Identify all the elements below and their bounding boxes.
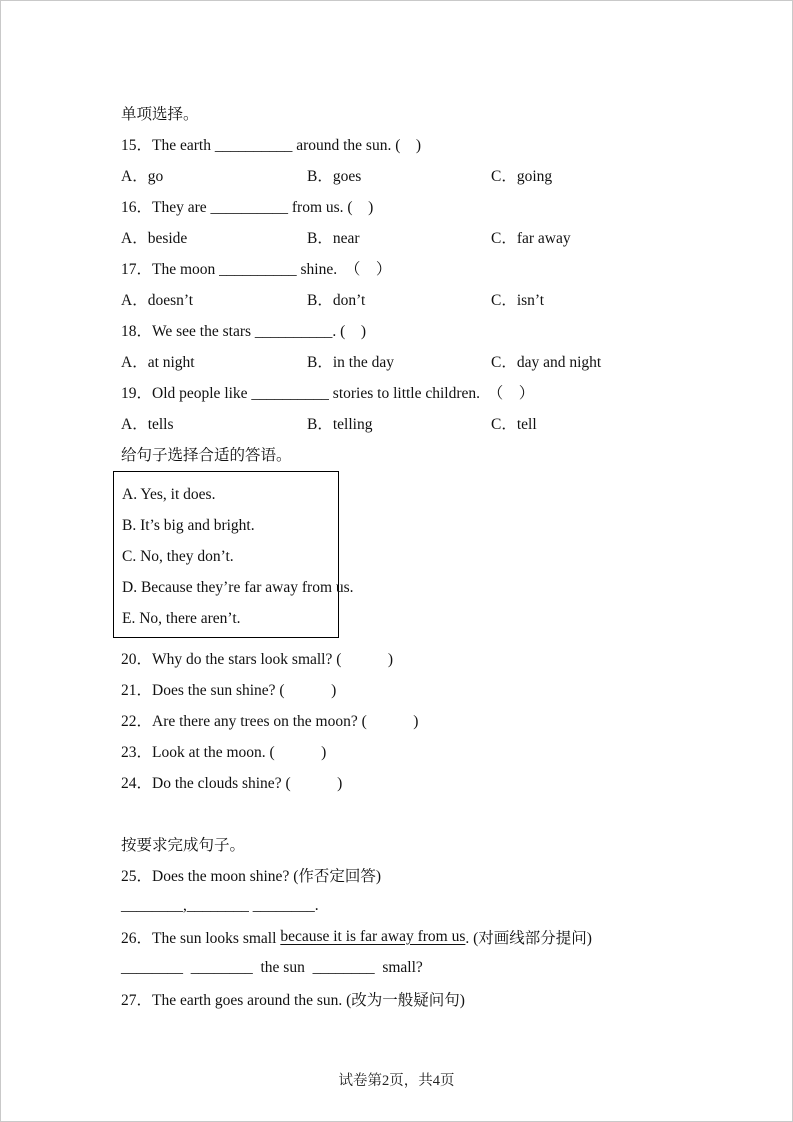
answer-choice-c: C. No, they don’t. — [122, 547, 234, 565]
answer-choice-a: A. Yes, it does. — [122, 485, 216, 503]
question-15-option-c: C．going — [491, 167, 553, 185]
section-rewrite-title: 按要求完成句子。 — [121, 836, 246, 854]
question-18-option-b: B．in the day — [307, 353, 394, 371]
question-18-stem: 18．We see the stars __________. ( ) — [121, 322, 366, 340]
question-26-text-pre: 26．The sun looks small — [121, 929, 281, 947]
question-16-option-c: C．far away — [491, 229, 571, 247]
question-15-option-b: B．goes — [307, 167, 362, 185]
question-24: 24．Do the clouds shine? ( ) — [121, 774, 343, 792]
question-19-options — [121, 407, 742, 438]
answer-choice-d: D. Because they’re far away from us. — [122, 578, 354, 596]
question-18-option-c: C．day and night — [491, 353, 602, 371]
page-content — [121, 97, 742, 1014]
question-19-stem: 19．Old people like __________ stories to little children. （ ） — [121, 384, 535, 402]
question-17-options — [121, 283, 742, 314]
question-17-option-b: B．don’t — [307, 291, 366, 309]
question-21: 21．Does the sun shine? ( ) — [121, 681, 337, 699]
question-27-stem: 27．The earth goes around the sun. (改为一般疑问句) — [121, 991, 465, 1009]
question-20: 20．Why do the stars look small? ( ) — [121, 650, 394, 668]
section-matching-title: 给句子选择合适的答语。 — [121, 446, 292, 464]
question-16-options — [121, 221, 742, 252]
question-26-stem — [121, 921, 742, 952]
question-18-option-a: A．at night — [121, 353, 195, 371]
question-16-option-a: A．beside — [121, 229, 188, 247]
section-gap — [121, 797, 742, 828]
answer-choices-box — [113, 471, 354, 638]
question-25-answer-blanks: ________,________ ________. — [121, 896, 319, 914]
question-17-stem: 17．The moon __________ shine. （ ） — [121, 260, 392, 278]
question-15-option-a: A．go — [121, 167, 164, 185]
question-19-option-c: C．tell — [491, 415, 537, 433]
question-18-options — [121, 345, 742, 376]
question-26-underlined-phrase: because it is far away from us — [280, 927, 466, 945]
question-19-option-b: B．telling — [307, 415, 373, 433]
answer-choice-b: B. It’s big and bright. — [122, 516, 255, 534]
page-footer: 试卷第2页，共4页 — [338, 1073, 455, 1089]
question-19-option-a: A．tells — [121, 415, 174, 433]
question-26-text-post: . (对画线部分提问) — [465, 929, 592, 947]
answer-choice-e: E. No, there aren’t. — [122, 609, 241, 627]
question-23: 23．Look at the moon. ( ) — [121, 743, 327, 761]
question-16-option-b: B．near — [307, 229, 360, 247]
question-17-option-a: A．doesn’t — [121, 291, 194, 309]
question-25-stem: 25．Does the moon shine? (作否定回答) — [121, 867, 382, 885]
question-17-option-c: C．isn’t — [491, 291, 545, 309]
question-16-stem: 16．They are __________ from us. ( ) — [121, 198, 374, 216]
question-22: 22．Are there any trees on the moon? ( ) — [121, 712, 419, 730]
section-multiple-choice-title: 单项选择。 — [121, 105, 199, 123]
question-15-options — [121, 159, 742, 190]
question-15-stem: 15．The earth __________ around the sun. ( ) — [121, 136, 422, 154]
question-26-answer-blanks: ________ ________ the sun ________ small? — [121, 958, 423, 976]
